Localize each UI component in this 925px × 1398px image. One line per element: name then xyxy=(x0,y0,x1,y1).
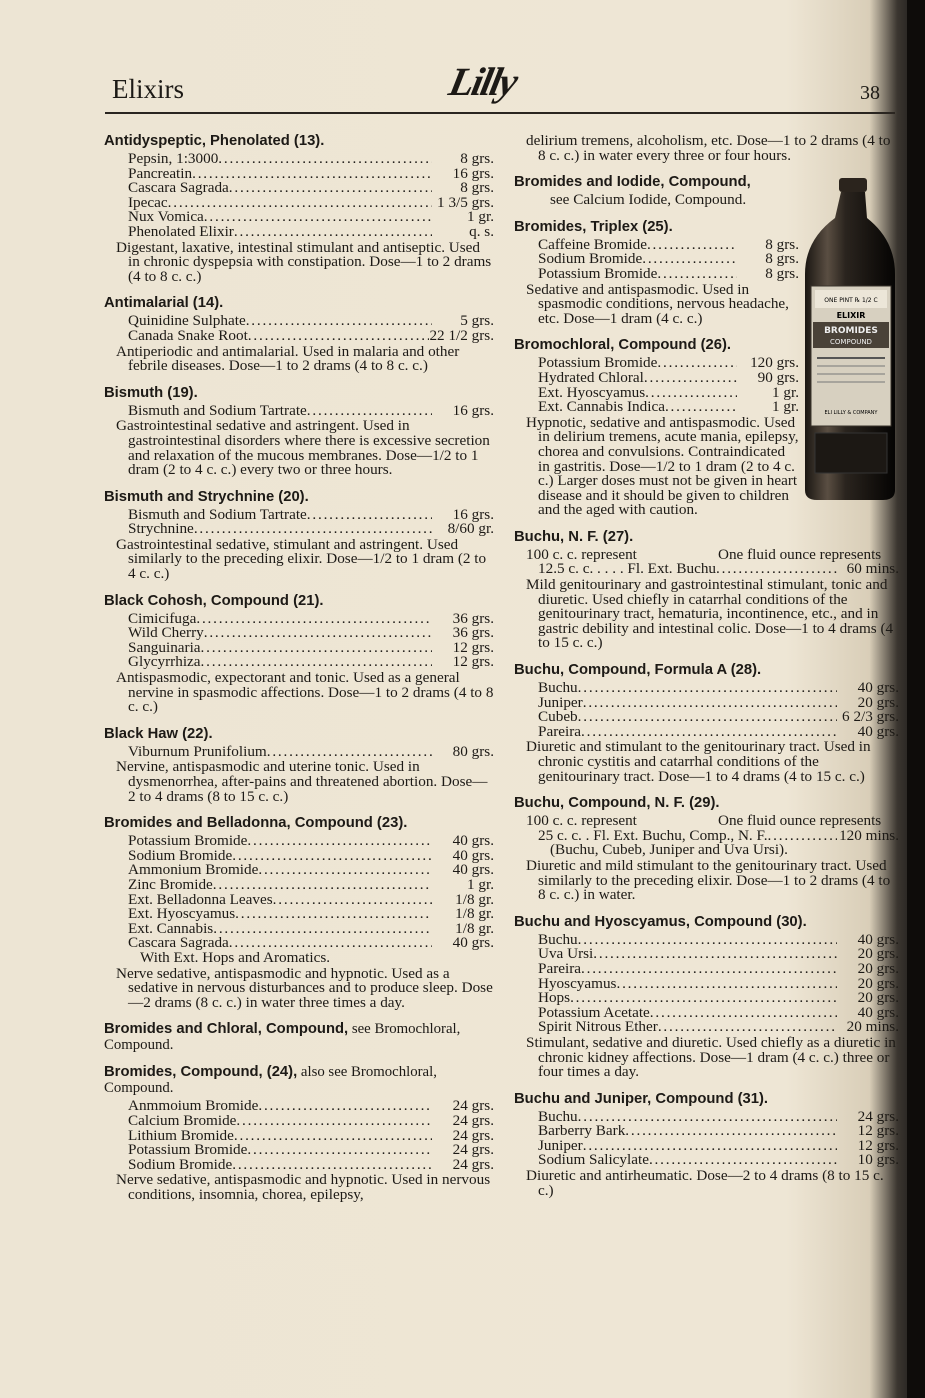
ingredient-name: Cimicifuga xyxy=(128,609,197,627)
leader-dots xyxy=(625,1124,837,1139)
ingredient-quantity: 16 grs. xyxy=(452,401,494,419)
entry-description: Nerve sedative, antispasmodic and hypnotic. Used in nervous conditions, insomnia, chorea, epilepsy, xyxy=(116,1171,491,1203)
leader-dots xyxy=(647,238,737,253)
ingredient-name: Ext. Hyoscyamus xyxy=(538,383,646,401)
ingredient-name: Viburnum Prunifolium xyxy=(128,742,267,760)
ingredient-quantity: 1 3/5 grs. xyxy=(437,193,494,211)
ingredient-name: 25 c. c. . Fl. Ext. Buchu, Comp., N. F. xyxy=(538,826,768,844)
ingredient-quantity: 1/8 gr. xyxy=(455,890,494,908)
ingredient-row xyxy=(104,326,494,344)
ingredient-name: Nux Vomica xyxy=(128,208,204,226)
ingredient-quantity: 20 grs. xyxy=(857,945,899,963)
ingredient-name: Hops xyxy=(538,989,571,1007)
entry xyxy=(514,134,899,163)
entry-title-text: Antidyspeptic, Phenolated (13). xyxy=(104,133,325,149)
entry-description: Stimulant, sedative and diuretic. Used chiefly as a diuretic in chronic kidney affections. Dose—1 dram (4 c. c.) three or four times a day. xyxy=(526,1033,896,1081)
entry-description: Antispasmodic, expectorant and tonic. Used as a general nervine in spasmodic affections. Dose—1 to 2 drams (4 to 8 c. c.) xyxy=(116,669,494,716)
entry-cross-reference: also see Bromochloral, Compound. xyxy=(104,1064,437,1097)
leader-dots xyxy=(247,1143,432,1158)
leader-dots xyxy=(581,725,837,740)
entry-title xyxy=(104,295,494,311)
bottle-icon xyxy=(801,178,899,503)
ingredient-name: Ext. Belladonna Leaves xyxy=(128,890,273,908)
bottle-label-line3: BROMIDES xyxy=(824,326,878,336)
ingredient-quantity: 40 grs. xyxy=(857,679,899,697)
ingredient-name: Buchu xyxy=(538,930,578,948)
ingredient-quantity: 20 mins. xyxy=(846,1018,899,1036)
entry-title-text: Bismuth and Strychnine (20). xyxy=(104,488,309,505)
ingredient-quantity: 1 gr. xyxy=(771,398,799,416)
ingredient-quantity: 1 gr. xyxy=(466,875,494,893)
leader-dots xyxy=(644,371,737,386)
bottle-label-line4: COMPOUND xyxy=(830,338,872,346)
ingredient-name: Potassium Acetate xyxy=(538,1003,650,1021)
ingredient-quantity: 24 grs. xyxy=(452,1097,494,1115)
represent-right: One fluid ounce represents xyxy=(718,812,882,830)
entry-title xyxy=(514,219,799,235)
leader-dots xyxy=(218,152,432,167)
ingredient-quantity: 20 grs. xyxy=(857,989,899,1007)
ingredient-quantity: 10 grs. xyxy=(857,1151,899,1169)
ingredient-quantity: 40 grs. xyxy=(857,722,899,740)
ingredient-name: Pepsin, 1:3000 xyxy=(128,150,219,167)
entry-title-text: Buchu and Hyoscyamus, Compound (30). xyxy=(514,913,807,930)
leader-dots xyxy=(204,210,432,225)
leader-dots xyxy=(201,641,432,656)
entry-description: Gastrointestinal sedative and astringent. Used in gastrointestinal disorders where there is excessive secretion and relaxation of the mucous membranes. Dose—1/2 to 1 dram (2 to 4 c. c.) every two or three hours. xyxy=(116,417,490,479)
ingredient-quantity: 8 grs. xyxy=(765,264,799,282)
leader-dots xyxy=(650,1006,837,1021)
ingredient-quantity: 40 grs. xyxy=(452,832,494,850)
leader-dots xyxy=(658,1020,837,1035)
leader-dots xyxy=(616,977,837,992)
ingredient-quantity: 1 gr. xyxy=(466,208,494,226)
represent-right: One fluid ounce represents xyxy=(718,545,882,563)
entry-title xyxy=(104,1064,494,1096)
leader-dots xyxy=(201,655,432,670)
ingredient-quantity: 8 grs. xyxy=(460,150,494,167)
leader-dots xyxy=(234,225,432,240)
entry-title-text: Buchu and Juniper, Compound (31). xyxy=(514,1090,769,1107)
ingredient-quantity: 8 grs. xyxy=(460,179,494,197)
ingredient-row xyxy=(514,1020,899,1035)
leader-dots xyxy=(665,400,737,415)
ingredient-quantity: 24 grs. xyxy=(452,1126,494,1144)
ingredient-quantity: 1/8 gr. xyxy=(455,919,494,937)
ingredient-name: Sodium Bromide xyxy=(538,250,643,268)
left-column xyxy=(104,133,494,1213)
entry xyxy=(514,1091,899,1199)
entry-title-text: Antimalarial (14). xyxy=(104,295,224,312)
ingredient-name: Ext. Cannabis Indica xyxy=(538,398,665,416)
ingredient-name: Cascara Sagrada xyxy=(128,934,229,952)
ingredient-quantity: 12 grs. xyxy=(452,638,494,656)
ingredient-quantity: q. s. xyxy=(469,222,494,240)
leader-dots xyxy=(583,696,837,711)
ingredient-quantity: 12 grs. xyxy=(857,1136,899,1154)
ingredient-quantity: 12 grs. xyxy=(452,653,494,671)
ingredient-name: Bismuth and Sodium Tartrate xyxy=(128,401,307,419)
ingredient-name: Sodium Salicylate xyxy=(538,1151,649,1169)
ingredient-name: Juniper xyxy=(538,693,583,711)
ingredient-name: Barberry Bark xyxy=(538,1122,626,1140)
ingredient-quantity: 5 grs. xyxy=(460,312,494,330)
leader-dots xyxy=(234,1129,432,1144)
leader-dots xyxy=(578,933,837,948)
entry xyxy=(104,815,494,1010)
ingredient-quantity: 8 grs. xyxy=(765,250,799,268)
entry-title-text: Bromides, Triplex (25). xyxy=(514,218,673,235)
ingredient-name: Phenolated Elixir xyxy=(128,222,234,240)
entry xyxy=(104,1021,494,1053)
ingredient-name: Anmmoium Bromide xyxy=(128,1097,259,1115)
entry-title-text: Bromides and Chloral, Compound, xyxy=(104,1021,349,1038)
leader-dots xyxy=(236,1114,432,1129)
ingredient-quantity: 40 grs. xyxy=(857,930,899,948)
ingredient-quantity: 16 grs. xyxy=(452,505,494,523)
entry-continued-text: delirium tremens, alcoholism, etc. Dose—1 to 2 drams (4 to 8 c. c.) in water every three or four hours. xyxy=(526,132,891,164)
ingredient-quantity: 8 grs. xyxy=(765,235,799,253)
ingredient-name: Ext. Hyoscyamus xyxy=(128,905,236,923)
ingredient-quantity: 1 gr. xyxy=(771,383,799,401)
ingredient-name: Ipecac xyxy=(128,193,168,211)
entry-title-text: Bromides and Belladonna, Compound (23). xyxy=(104,815,408,832)
leader-dots xyxy=(247,834,432,849)
ingredient-quantity: 20 grs. xyxy=(857,974,899,992)
leader-dots xyxy=(196,612,432,627)
leader-dots xyxy=(307,404,432,419)
entry-description: Nerve sedative, antispasmodic and hypnotic. Used as a sedative in nervous disturbances and to produce sleep. Dose—2 drams (8 c. c.) in water three times a day. xyxy=(116,964,493,1011)
ingredient-quantity: 12 grs. xyxy=(857,1122,899,1140)
ingredient-quantity: 24 grs. xyxy=(452,1155,494,1173)
ingredient-name: Lithium Bromide xyxy=(128,1126,234,1144)
ingredient-quantity: 40 grs. xyxy=(452,934,494,952)
leader-dots xyxy=(235,907,432,922)
entry-description: Digestant, laxative, intestinal stimulant and antiseptic. Used in chronic dyspepsia with constipation. Dose—1 to 2 drams (4 to 8 c. c.) xyxy=(116,238,492,285)
ingredient-row xyxy=(104,522,494,537)
leader-dots xyxy=(649,1153,837,1168)
ingredient-quantity: 8/60 gr. xyxy=(447,520,494,538)
entry-title xyxy=(514,795,899,811)
ingredient-quantity: 120 grs. xyxy=(750,354,799,372)
ingredient-name: Buchu xyxy=(538,1107,578,1125)
ingredient-quantity: 40 grs. xyxy=(857,1003,899,1021)
ingredient-name: Hydrated Chloral xyxy=(538,368,644,386)
ingredient-row xyxy=(514,400,799,415)
ingredient-name: Caffeine Bromide xyxy=(538,235,647,253)
entry-description: Hypnotic, sedative and antispasmodic. Used in delirium tremens, acute mania, epilepsy, chorea and convulsions. Contraindicated in gastritis. Dose—1/2 to 1 dram (2 to 4 c. c.) Larger doses must not be given in heart disease and it should be given to children and the aged with caution. xyxy=(526,413,799,519)
entry-title-text: Bromides, Compound, (24), xyxy=(104,1064,298,1081)
ingredient-name: Zinc Bromide xyxy=(128,875,213,893)
entry-note: With Ext. Hops and Aromatics. xyxy=(140,948,331,966)
ingredient-name: Buchu xyxy=(538,679,578,697)
entry-note: see Calcium Iodide, Compound. xyxy=(550,191,747,209)
entry-note: (Buchu, Cubeb, Juniper and Uva Ursi). xyxy=(550,841,788,859)
ingredient-name: Sodium Bromide xyxy=(128,846,233,864)
ingredient-name: Potassium Bromide xyxy=(538,264,658,282)
entry-description: Diuretic and stimulant to the genitourinary tract. Used in chronic cystitis and catarrhal conditions of the genitourinary tract. Dose—1 to 4 drams (4 to 15 c. c.) xyxy=(526,738,871,785)
ingredient-name: Cubeb xyxy=(538,708,578,726)
ingredient-name: Uva Ursi xyxy=(538,945,594,963)
ingredient-name: Canada Snake Root xyxy=(128,326,248,344)
ingredient-row xyxy=(104,1155,494,1173)
bottle-illustration xyxy=(801,178,899,503)
entry-description: Sedative and antispasmodic. Used in spasmodic conditions, nervous headache, etc. Dose—1 dram (4 c. c.) xyxy=(526,280,789,327)
ingredient-quantity: 20 grs. xyxy=(857,693,899,711)
entry-title xyxy=(514,529,899,545)
ingredient-row xyxy=(104,655,494,670)
ingredient-name: Ammonium Bromide xyxy=(128,861,259,879)
entry xyxy=(104,295,494,373)
entry-title-text: Buchu, Compound, N. F. (29). xyxy=(514,795,720,812)
entry-title xyxy=(104,385,494,401)
ingredient-row xyxy=(514,264,799,282)
entry-title xyxy=(104,133,494,149)
ingredient-name: Juniper xyxy=(538,1136,583,1154)
ingredient-row xyxy=(514,562,899,577)
ingredient-quantity: 6 2/3 grs. xyxy=(842,708,899,726)
ingredient-name: Strychnine xyxy=(128,520,194,538)
ingredient-row xyxy=(514,1153,899,1168)
leader-dots xyxy=(657,356,737,371)
leader-dots xyxy=(258,863,432,878)
ingredient-name: Sodium Bromide xyxy=(128,1155,233,1173)
ingredient-quantity: 80 grs. xyxy=(452,742,494,760)
ingredient-quantity: 120 mins. xyxy=(839,826,899,844)
entry xyxy=(104,593,494,715)
ingredient-row xyxy=(104,401,494,419)
leader-dots xyxy=(204,626,432,641)
ingredient-name: Potassium Bromide xyxy=(538,354,658,372)
leader-dots xyxy=(258,1099,432,1114)
entry-title xyxy=(104,1021,494,1053)
entry xyxy=(104,133,494,284)
ingredient-name: Glycyrrhiza xyxy=(128,653,201,671)
ingredient-quantity: 60 mins. xyxy=(846,560,899,578)
entry xyxy=(104,726,494,804)
leader-dots xyxy=(267,745,432,760)
leader-dots xyxy=(232,849,432,864)
ingredient-name: Pancreatin xyxy=(128,164,193,182)
entry-title-text: Black Haw (22). xyxy=(104,725,213,742)
entry-description: Diuretic and antirheumatic. Dose—2 to 4 drams (8 to 15 c. c.) xyxy=(526,1167,884,1199)
entry-description: Antiperiodic and antimalarial. Used in malaria and other febrile diseases. Dose—1 to 2 drams (4 to 8 c. c.) xyxy=(116,342,460,375)
leader-dots xyxy=(168,196,432,211)
entry-cross-reference: see Bromochloral, Compound. xyxy=(104,1021,461,1054)
entry-description: Gastrointestinal sedative, stimulant and astringent. Used similarly to the preceding elixir. Dose—1/2 to 1 dram (2 to 4 c. c.) xyxy=(116,535,487,583)
entry xyxy=(104,1064,494,1202)
leader-dots xyxy=(194,522,432,537)
entry xyxy=(104,489,494,582)
entry-title-text: Buchu, N. F. (27). xyxy=(514,528,634,545)
entry-title-text: Bromides and Iodide, Compound, xyxy=(514,174,751,191)
leader-dots xyxy=(657,267,737,282)
leader-dots xyxy=(593,947,837,962)
represent-left: 100 c. c. represent xyxy=(526,545,637,563)
entry xyxy=(514,914,899,1080)
leader-dots xyxy=(246,314,432,329)
leader-dots xyxy=(229,181,432,196)
ingredient-quantity: 24 grs. xyxy=(452,1111,494,1129)
ingredient-quantity: 36 grs. xyxy=(452,624,494,642)
entry-title-text: Bromochloral, Compound (26). xyxy=(514,337,732,354)
leader-dots xyxy=(716,562,837,577)
ingredient-name: Wild Cherry xyxy=(128,624,204,642)
ingredient-quantity: 22 1/2 grs. xyxy=(429,326,494,344)
leader-dots xyxy=(581,962,837,977)
ingredient-quantity: 16 grs. xyxy=(452,164,494,182)
book-edge-shadow xyxy=(907,0,925,1398)
ingredient-quantity: 90 grs. xyxy=(757,368,799,386)
entry-description: Diuretic and mild stimulant to the genitourinary tract. Used similarly to the preceding elixir. Dose—1 to 2 drams (4 to 8 c. c.) in water. xyxy=(526,856,891,904)
entry xyxy=(514,662,899,784)
leader-dots xyxy=(213,922,432,937)
ingredient-name: Cascara Sagrada xyxy=(128,179,229,197)
ingredient-row xyxy=(514,974,899,992)
leader-dots xyxy=(248,329,430,344)
ingredient-name: Pareira xyxy=(538,959,582,977)
leader-dots xyxy=(307,508,432,523)
bottle-label-line2: ELIXIR xyxy=(836,311,866,320)
ingredient-name: Sanguinaria xyxy=(128,638,201,656)
ingredient-name: 12.5 c. c. . . . . Fl. Ext. Buchu xyxy=(538,560,717,578)
bottle-label-maker: ELI LILLY & COMPANY xyxy=(824,410,878,416)
ingredient-quantity: 24 grs. xyxy=(857,1107,899,1125)
bottle-label-line1: ONE PINT ℞ 1/2 C xyxy=(824,297,878,304)
entry-description: Nervine, antispasmodic and uterine tonic. Used in dysmenorrhea, after-pains and threatened abortion. Dose—2 to 4 drams (8 to 15 c. c.) xyxy=(116,758,488,805)
entry-title-text: Bismuth (19). xyxy=(104,384,198,401)
leader-dots xyxy=(578,681,837,696)
ingredient-quantity: 40 grs. xyxy=(452,861,494,879)
ingredient-name: Spirit Nitrous Ether xyxy=(538,1018,658,1036)
entry-title xyxy=(514,337,799,353)
entry xyxy=(514,529,899,651)
ingredient-row xyxy=(104,742,494,760)
entry-title xyxy=(104,815,494,831)
entry-title xyxy=(514,662,899,678)
ingredient-quantity: 20 grs. xyxy=(857,959,899,977)
ingredient-name: Quinidine Sulphate xyxy=(128,312,246,330)
represent-left: 100 c. c. represent xyxy=(526,812,637,830)
ingredient-row xyxy=(104,222,494,240)
entry xyxy=(514,795,899,903)
leader-dots xyxy=(578,710,837,725)
entry-title xyxy=(104,489,494,505)
ingredient-name: Bismuth and Sodium Tartrate xyxy=(128,505,307,523)
entry-title xyxy=(514,914,899,930)
ingredient-name: Calcium Bromide xyxy=(128,1111,237,1129)
ingredient-quantity: 1/8 gr. xyxy=(455,905,494,923)
ingredient-name: Potassium Bromide xyxy=(128,832,248,850)
entry-description: Mild genitourinary and gastrointestinal stimulant, tonic and diuretic. Used chiefly in catarrhal conditions of the genitourinary tract, hematuria, incontinence, etc., and in gastric debility and intestinal colic. Dose—1 to 4 drams (4 to 15 c. c.) xyxy=(526,576,894,652)
header-rule xyxy=(105,112,895,114)
ingredient-row xyxy=(514,722,899,740)
ingredient-quantity: 24 grs. xyxy=(452,1141,494,1159)
leader-dots xyxy=(232,1158,432,1173)
leader-dots xyxy=(273,893,432,908)
entry-title-text: Black Cohosh, Compound (21). xyxy=(104,592,324,609)
entry-title xyxy=(104,593,494,609)
entry-title xyxy=(514,1091,899,1107)
entry-title xyxy=(104,726,494,742)
section-title: Elixirs xyxy=(112,74,184,104)
lilly-logo: Lilly xyxy=(445,59,521,104)
entry-title-text: Buchu, Compound, Formula A (28). xyxy=(514,662,762,679)
ingredient-name: Ext. Cannabis xyxy=(128,919,214,937)
ingredient-name: Pareira xyxy=(538,722,582,740)
page-number: 38 xyxy=(860,82,880,104)
entry xyxy=(104,385,494,478)
ingredient-name: Potassium Bromide xyxy=(128,1141,248,1159)
ingredient-quantity: 40 grs. xyxy=(452,846,494,864)
ingredient-name: Hyoscyamus xyxy=(538,974,617,992)
ingredient-quantity: 36 grs. xyxy=(452,609,494,627)
